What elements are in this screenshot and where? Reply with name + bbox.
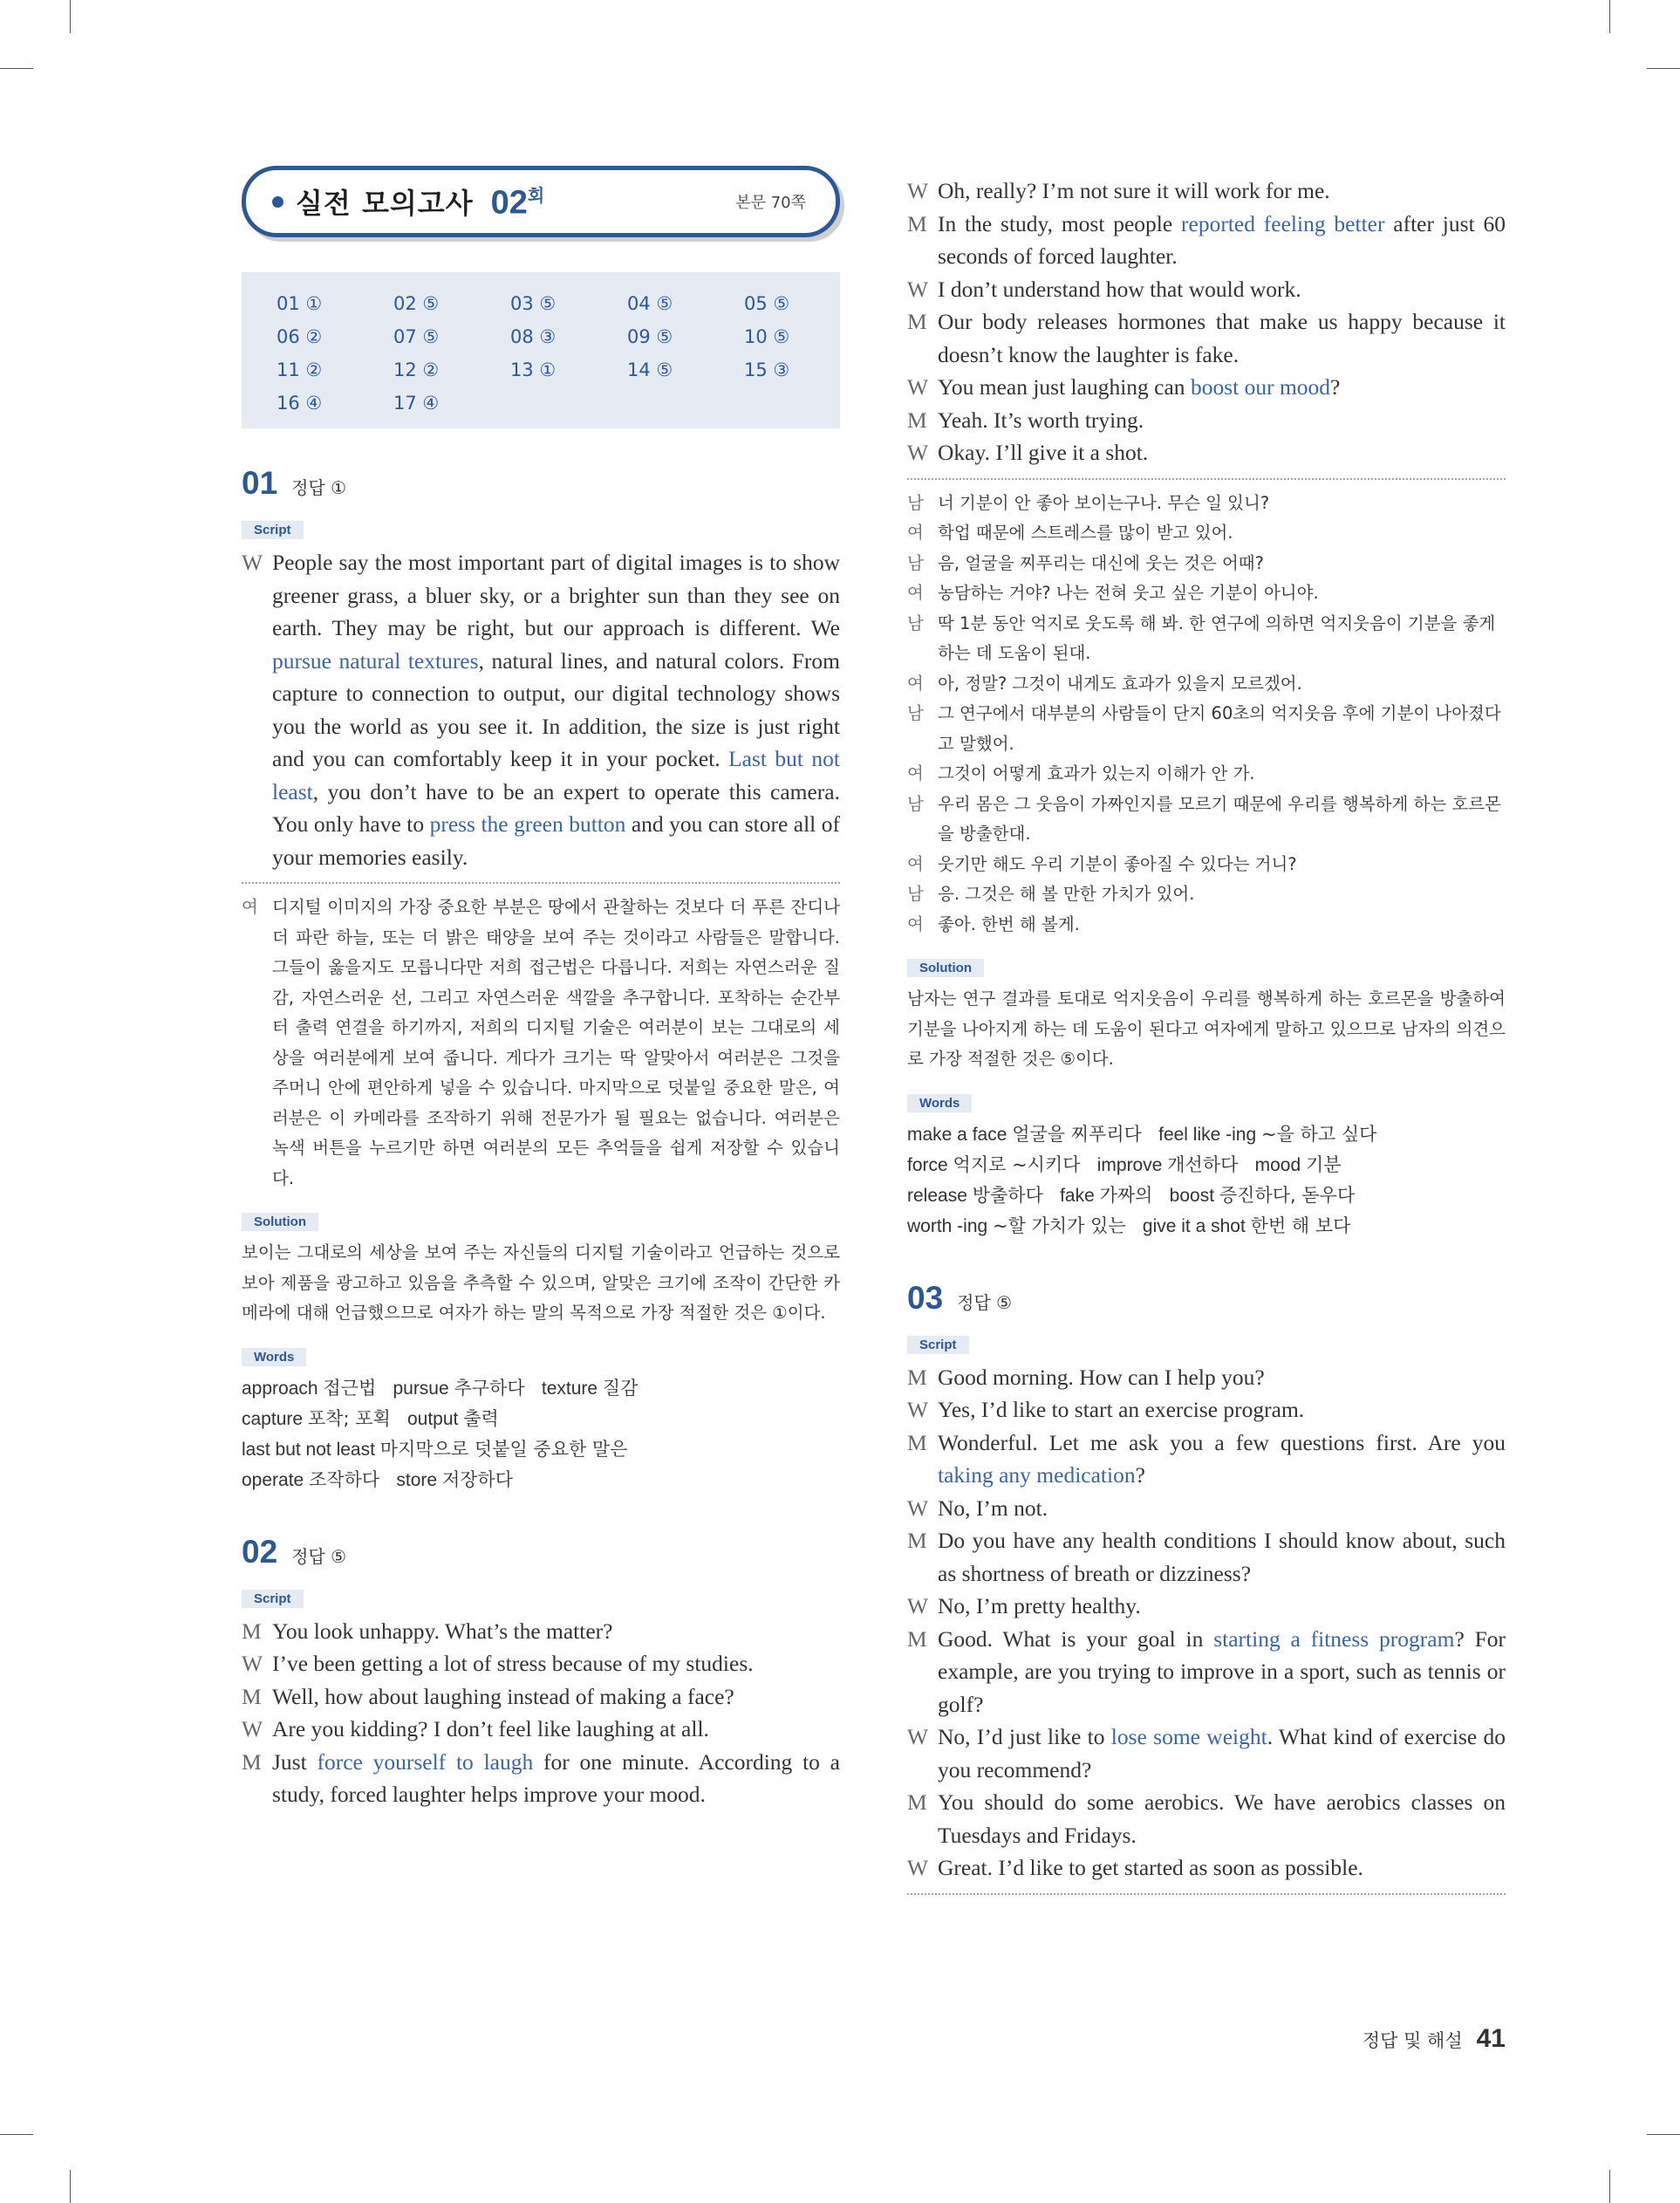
speaker: M (907, 1528, 927, 1553)
text-run: Okay. I’ll give it a shot. (938, 440, 1149, 465)
word-row (242, 1373, 840, 1404)
crop-mark (0, 2134, 33, 2135)
question-answer: 정답 ⑤ (957, 1291, 1013, 1313)
speaker: 남 (907, 492, 924, 513)
word-korean: 가짜의 (1099, 1184, 1153, 1206)
text-run: Well, how about laughing instead of making a face? (272, 1683, 734, 1709)
speaker: W (242, 550, 263, 575)
translation (907, 489, 1506, 941)
speaker: M (907, 309, 927, 334)
text-run: In the study, most people (938, 210, 1182, 236)
text-run: Yes, I’d like to start an exercise program. (938, 1397, 1305, 1422)
word-english: approach (242, 1378, 324, 1399)
translation-text: 디지털 이미지의 가장 중요한 부분은 땅에서 관찰하는 것보다 더 푸른 잔디나 더 파란 하늘, 또는 더 밝은 태양을 보여 주는 것이라고 사람들은 말합니다. 그들이 옳을지도 모릅니다만 저희 접근법은 다릅니다. 저희는 자연스러운 질감, 자연스러운 선, 그리고 자연스러운 색깔을 추구합니다. 포착하는 순간부터 출력 연결을 하기까지, 저희의 디지털 기술은 여러분이 보는 그대로의 세상을 여러분에게 보여 줍니다. 게다가 크기는 딱 알맞아서 여러분은 그것을 주머니 안에 편안하게 넣을 수 있습니다. 마지막으로 덧붙일 중요한 말은, 여러분은 이 카메라를 조작하기 위해 전문가가 될 필요는 없습니다. 여러분은 녹색 버튼을 누르기만 하면 여러분의 모든 추억들을 쉽게 저장할 수 있습니다. (272, 897, 840, 1188)
dialogue-text (938, 1492, 1506, 1525)
text-run: for one minute. According to a study, forced laughter helps improve your mood. (272, 1748, 841, 1807)
speaker: 여 (907, 913, 924, 934)
crop-mark (70, 0, 71, 33)
dialogue-line (907, 208, 1506, 273)
divider (907, 478, 1506, 480)
speaker: M (242, 1618, 262, 1644)
crop-mark (1647, 68, 1680, 69)
answer-key-item (744, 325, 861, 348)
word-english: feel like -ing (1153, 1124, 1262, 1145)
word-korean: 조작하다 (309, 1468, 380, 1490)
speaker: M (907, 407, 927, 433)
word-korean: ~을 하고 싶다 (1261, 1123, 1377, 1145)
question-number: 01 (242, 465, 278, 501)
question-answer: 정답 ① (291, 477, 347, 498)
crop-mark (1609, 2170, 1610, 2203)
dialogue-line (907, 174, 1506, 208)
page-number: 41 (1476, 2024, 1506, 2053)
word-row (242, 1465, 840, 1495)
crop-mark (1647, 2134, 1680, 2135)
answer-key-question: 15 (744, 359, 774, 380)
translation-line (907, 489, 1506, 519)
solution-label: Solution (907, 959, 984, 977)
footer-section: 정답 및 해설 (1362, 2030, 1463, 2051)
answer-key-question: 16 (277, 393, 306, 414)
speaker: 여 (242, 897, 258, 917)
answer-key-answer: ⑤ (656, 359, 673, 380)
speaker: M (907, 210, 927, 236)
speaker: W (907, 374, 929, 400)
left-column (242, 166, 840, 1811)
answer-key-item (277, 291, 393, 315)
dialogue (242, 1615, 840, 1811)
dialogue-text (938, 1426, 1506, 1492)
dialogue-text (938, 1851, 1506, 1885)
word-english: store (391, 1469, 442, 1490)
dialogue-line (242, 1680, 840, 1714)
dialogue-line (907, 1721, 1506, 1786)
text-run: , you don’t have to be an expert to operate this camera. You only have to (272, 778, 840, 837)
text-run: ? (1330, 374, 1341, 400)
dialogue-text (272, 1746, 840, 1811)
translation-text: 아, 정말? 그것이 내게도 효과가 있을지 모르겠어. (938, 673, 1302, 694)
dialogue-text (272, 1647, 840, 1680)
solution-label: Solution (242, 1213, 318, 1231)
answer-key-item (393, 391, 510, 414)
right-column (907, 174, 1506, 1904)
answer-key-answer: ③ (773, 359, 790, 380)
question-02 (242, 1534, 840, 1811)
text-run: Good. What is your goal in (938, 1625, 1214, 1652)
answer-key-question: 08 (510, 326, 540, 347)
dialogue-text (938, 174, 1506, 208)
solution-text: 남자는 연구 결과를 토대로 억지웃음이 우리를 행복하게 하는 호르몬을 방출하여 기분을 나아지게 하는 데 도움이 된다고 여자에게 말하고 있으므로 남자의 의견으로 가장 적절한 것은 ⑤이다. (907, 989, 1506, 1069)
dialogue-text (938, 1590, 1506, 1623)
dialogue-text (938, 1721, 1506, 1786)
word-korean: 포착; 포획 (307, 1407, 391, 1429)
answer-key-item (277, 391, 393, 414)
word-english: mood (1249, 1154, 1306, 1175)
dialogue-line (242, 1647, 840, 1680)
dialogue-line (242, 1713, 840, 1746)
word-english: worth -ing (907, 1215, 994, 1236)
dialogue-line (242, 1615, 840, 1648)
translation-text: 딱 1분 동안 억지로 웃도록 해 봐. 한 연구에 의하면 억지웃음이 기분을 좋게 하는 데 도움이 된대. (938, 612, 1496, 663)
question-03 (907, 1280, 1506, 1895)
dialogue-line (907, 305, 1506, 371)
translation-text: 우리 몸은 그 웃음이 가짜인지를 모르기 때문에 우리를 행복하게 하는 호르몬을 방출한대. (938, 793, 1501, 844)
words-label: Words (242, 1348, 306, 1366)
word-english: pursue (387, 1378, 454, 1399)
translation-line (907, 669, 1506, 700)
speaker: 여 (907, 583, 924, 603)
answer-key-answer: ② (305, 359, 323, 380)
text-run: You look unhappy. What’s the matter? (272, 1618, 613, 1644)
translation-text: 음, 얼굴을 찌푸리는 대신에 웃는 것은 어때? (938, 552, 1264, 573)
solution-text: 보이는 그대로의 세상을 보여 주는 자신들의 디지털 기술이라고 언급하는 것으로 보아 제품을 광고하고 있음을 추측할 수 있으며, 알맞은 크기에 조작이 간단한 카메라에 대해 언급했으므로 여자가 하는 말의 목적으로 가장 적절한 것은 ①이다. (242, 1242, 840, 1323)
highlight-phrase: taking any medication (938, 1462, 1136, 1488)
highlight-phrase: Last but not least (272, 746, 840, 804)
dialogue-line (907, 1851, 1506, 1885)
dialogue-text (272, 1615, 840, 1648)
script-label: Script (907, 1336, 969, 1354)
highlight-phrase: pursue natural textures (272, 647, 479, 674)
dialogue-text (938, 273, 1506, 306)
answer-key-answer: ① (305, 293, 323, 314)
script-label: Script (242, 1590, 304, 1608)
dialogue-text (938, 371, 1506, 404)
translation-text: 그것이 어떻게 효과가 있는지 이해가 안 가. (938, 763, 1255, 783)
dialogue-line (907, 371, 1506, 404)
speaker: W (242, 1716, 263, 1741)
speaker: 남 (907, 793, 924, 814)
dialogue-text (938, 1623, 1506, 1721)
answer-key-answer: ③ (539, 326, 557, 347)
word-korean: 한번 해 보다 (1250, 1214, 1351, 1236)
test-number-suffix: 회 (527, 186, 545, 206)
question-number: 02 (242, 1533, 278, 1570)
speaker: W (907, 178, 929, 203)
word-korean: 얼굴을 찌푸리다 (1012, 1123, 1142, 1145)
dialogue (907, 1361, 1506, 1885)
text-run: Wonderful. Let me ask you a few questions first. Are you (938, 1429, 1506, 1455)
page-footer (1362, 2024, 1506, 2054)
text-run: People say the most important part of digital images is to show greener grass, a bluer sky, or a brighter sun than they see on earth. They may be right, but our approach is different. We (272, 550, 840, 640)
text-run: Great. I’d like to get started as soon as possible. (938, 1855, 1363, 1880)
text-run: , natural lines, and natural colors. From capture to connection to output, our digital technology shows you the world as you see it. In addition, the size is just right and you can comfortably keep it in your pocket. (272, 647, 840, 771)
dialogue-text (938, 305, 1506, 371)
question-header (242, 465, 840, 502)
crop-mark (70, 2170, 71, 2203)
dialogue-line (907, 1492, 1506, 1525)
word-english: boost (1164, 1185, 1219, 1206)
dialogue-text (938, 1786, 1506, 1851)
answer-key-question: 07 (393, 326, 423, 347)
script-text (272, 546, 840, 873)
dialogue-text (938, 404, 1506, 437)
word-korean: 방출하다 (972, 1184, 1043, 1206)
script-monologue (242, 546, 840, 873)
answer-key-answer: ⑤ (656, 293, 673, 314)
answer-key-item (627, 325, 744, 348)
speaker: W (242, 1651, 263, 1676)
word-row (242, 1404, 840, 1434)
word-row (907, 1180, 1506, 1211)
text-run: You mean just laughing can (938, 374, 1191, 400)
speaker: W (907, 1724, 929, 1749)
speaker: M (242, 1748, 262, 1775)
answer-key-item (627, 358, 744, 381)
test-number-value: 02 (490, 184, 528, 222)
answer-key-answer: ④ (422, 393, 440, 414)
answer-key-item (393, 358, 510, 381)
text-run: Just (272, 1748, 318, 1775)
answer-key-question: 13 (510, 359, 540, 380)
answer-key-answer: ④ (305, 393, 323, 414)
answer-key-item (277, 325, 393, 348)
answer-key-question: 17 (393, 393, 423, 414)
dialogue-text (938, 1524, 1506, 1590)
text-run: Are you kidding? I don’t feel like laughing at all. (272, 1716, 709, 1741)
word-korean: 기분 (1305, 1153, 1342, 1175)
speaker: 여 (907, 763, 924, 783)
question-answer: 정답 ⑤ (291, 1545, 347, 1567)
answer-key-answer: ② (305, 326, 323, 347)
translation-line (907, 518, 1506, 549)
word-korean: 질감 (602, 1377, 639, 1399)
test-number (491, 181, 545, 222)
speaker: W (907, 1855, 929, 1880)
speaker: W (907, 276, 929, 302)
test-title: 실전 모의고사 (296, 187, 474, 220)
highlight-phrase: starting a fitness program (1213, 1625, 1455, 1652)
highlight-phrase: lose some weight (1110, 1724, 1267, 1749)
word-korean: 개선하다 (1167, 1153, 1239, 1175)
answer-key-item (277, 358, 393, 381)
word-english: capture (242, 1408, 308, 1429)
highlight-phrase: reported feeling better (1181, 210, 1385, 236)
highlight-phrase: force yourself to laugh (317, 1748, 534, 1775)
speaker: M (242, 1683, 262, 1709)
speaker: W (907, 1495, 929, 1521)
translation-text: 응. 그것은 해 볼 만한 가치가 있어. (938, 884, 1195, 904)
word-korean: 증진하다, 돋우다 (1219, 1184, 1356, 1206)
word-korean: 마지막으로 덧붙일 중요한 말은 (379, 1438, 628, 1460)
text-run: I’ve been getting a lot of stress because of my studies. (272, 1651, 754, 1676)
translation-text: 웃기만 해도 우리 기분이 좋아질 수 있다는 거니? (938, 853, 1297, 874)
speaker: 여 (907, 673, 924, 694)
word-korean: 접근법 (323, 1377, 377, 1399)
word-english: improve (1091, 1154, 1168, 1175)
translation-text: 좋아. 한번 해 볼게. (938, 913, 1080, 934)
text-run: No, I’d just like to (938, 1724, 1111, 1749)
word-english: operate (242, 1469, 310, 1490)
dialogue-line (907, 1426, 1506, 1492)
speaker: W (907, 1593, 929, 1618)
word-row (907, 1119, 1506, 1150)
answer-key-item (627, 291, 744, 315)
question-header (907, 1280, 1506, 1317)
highlight-phrase: press the green button (429, 811, 626, 837)
answer-key-answer: ⑤ (539, 293, 557, 314)
translation-text: 학업 때문에 스트레스를 많이 받고 있어. (938, 523, 1233, 543)
answer-key-question: 12 (393, 359, 423, 380)
translation-line (907, 578, 1506, 609)
word-english: fake (1055, 1185, 1100, 1206)
word-row (907, 1211, 1506, 1242)
word-english: force (907, 1154, 953, 1175)
dialogue-text (938, 208, 1506, 273)
answer-key-answer: ⑤ (422, 293, 440, 314)
word-english: output (402, 1408, 464, 1429)
word-english: give it a shot (1137, 1215, 1251, 1236)
answer-key-answer: ⑤ (773, 293, 790, 314)
answer-key-question: 06 (277, 326, 306, 347)
answer-key-question: 04 (627, 293, 657, 314)
speaker: 남 (907, 552, 924, 573)
word-english: make a face (907, 1124, 1013, 1145)
translation-text: 농담하는 거야? 나는 전혀 웃고 싶은 기분이 아니야. (938, 583, 1319, 603)
dialogue-text (272, 1713, 840, 1746)
answer-key-item (744, 291, 861, 315)
question-01 (242, 465, 840, 1495)
word-korean: 출력 (463, 1407, 499, 1429)
translation-line (907, 790, 1506, 850)
text-run: I don’t understand how that would work. (938, 276, 1301, 302)
speaker: W (907, 1397, 929, 1422)
answer-key-question: 09 (627, 326, 657, 347)
dialogue-text (938, 1393, 1506, 1426)
text-run: No, I’m not. (938, 1495, 1048, 1521)
answer-key-question: 05 (744, 293, 774, 314)
question-header (242, 1534, 840, 1570)
bullet-dot-icon (272, 196, 283, 208)
speaker: M (907, 1625, 927, 1652)
dialogue-line (907, 1361, 1506, 1394)
words-label: Words (907, 1094, 972, 1112)
answer-key-item (510, 325, 627, 348)
text-run: ? For example, are you trying to improve in a sport, such as tennis or golf? (938, 1625, 1506, 1717)
dialogue-text (938, 1361, 1506, 1394)
translation-line (907, 609, 1506, 669)
word-korean: 추구하다 (454, 1377, 525, 1399)
speaker: W (907, 440, 929, 465)
word-korean: ~할 가치가 있는 (993, 1214, 1126, 1236)
text-run: You should do some aerobics. We have aerobics classes on Tuesdays and Fridays. (938, 1789, 1506, 1848)
word-list (907, 1119, 1506, 1242)
translation (242, 893, 840, 1194)
text-run: Yeah. It’s worth trying. (938, 407, 1144, 433)
dialogue-line (242, 1746, 840, 1811)
answer-key-item (393, 291, 510, 315)
page-reference: 본문 70쪽 (735, 194, 806, 212)
word-english: texture (536, 1378, 603, 1399)
speaker: M (907, 1789, 927, 1815)
text-run: and you can store all of your memories easily. (272, 811, 840, 870)
answer-key-grid (242, 272, 840, 428)
dialogue-line (907, 1393, 1506, 1426)
answer-key-question: 01 (277, 293, 306, 314)
word-korean: 억지로 ~시키다 (953, 1153, 1081, 1175)
answer-key-answer: ⑤ (656, 326, 673, 347)
translation-line (907, 699, 1506, 759)
answer-key-question: 11 (277, 359, 306, 380)
crop-mark (1609, 0, 1610, 33)
translation-text: 그 연구에서 대부분의 사람들이 단지 60초의 억지웃음 후에 기분이 나아졌다고 말했어. (938, 703, 1501, 754)
dialogue-line (907, 1623, 1506, 1721)
answer-key-answer: ② (422, 359, 440, 380)
test-title-box (242, 166, 840, 237)
divider (907, 1893, 1506, 1895)
text-run: after just 60 seconds of forced laughter. (938, 210, 1506, 269)
text-run: Oh, really? I’m not sure it will work for me. (938, 178, 1330, 203)
question-number: 03 (907, 1279, 944, 1316)
speaker: 남 (907, 703, 924, 723)
dialogue-text (272, 1680, 840, 1714)
crop-mark (0, 68, 33, 69)
speaker: 남 (907, 884, 924, 904)
dialogue-line (907, 1786, 1506, 1851)
answer-key-item (744, 358, 861, 381)
answer-key-question: 02 (393, 293, 423, 314)
highlight-phrase: boost our mood (1190, 374, 1331, 400)
word-english: release (907, 1185, 973, 1206)
word-english: last but not least (242, 1439, 380, 1460)
answer-key-item (393, 325, 510, 348)
answer-key-question: 03 (510, 293, 540, 314)
speaker: M (907, 1364, 927, 1390)
speaker: M (907, 1429, 927, 1455)
script-label: Script (242, 521, 304, 539)
translation-line (907, 549, 1506, 579)
word-row (907, 1150, 1506, 1180)
dialogue-line (907, 273, 1506, 306)
answer-key-answer: ① (539, 359, 557, 380)
translation-line (907, 759, 1506, 790)
answer-key-answer: ⑤ (773, 326, 790, 347)
dialogue-line (907, 1524, 1506, 1590)
dialogue-line (907, 404, 1506, 437)
answer-key-question: 14 (627, 359, 657, 380)
translation-text: 너 기분이 안 좋아 보이는구나. 무슨 일 있니? (938, 492, 1270, 513)
word-row (242, 1434, 840, 1465)
text-run: No, I’m pretty healthy. (938, 1593, 1141, 1618)
answer-key-question: 10 (744, 326, 774, 347)
speaker: 여 (907, 853, 924, 874)
speaker: 여 (907, 523, 924, 543)
text-run: Our body releases hormones that make us happy because it doesn’t know the laughter is fake. (938, 309, 1506, 367)
translation-line (907, 879, 1506, 910)
divider (242, 882, 840, 884)
answer-key-answer: ⑤ (422, 326, 440, 347)
dialogue-line (907, 436, 1506, 469)
word-korean: 저장하다 (441, 1468, 514, 1490)
answer-key-item (510, 358, 627, 381)
dialogue-line (907, 1590, 1506, 1623)
text-run: ? (1135, 1462, 1145, 1488)
dialogue-continued (907, 174, 1506, 469)
dialogue-text (938, 436, 1506, 469)
speaker: 남 (907, 612, 924, 633)
text-run: Good morning. How can I help you? (938, 1364, 1265, 1390)
translation-line (907, 910, 1506, 941)
word-list (242, 1373, 840, 1495)
translation-line (907, 850, 1506, 880)
answer-key-item (510, 291, 627, 315)
text-run: Do you have any health conditions I should know about, such as shortness of breath or dizziness? (938, 1528, 1506, 1586)
text-run: . What kind of exercise do you recommend? (938, 1724, 1506, 1782)
